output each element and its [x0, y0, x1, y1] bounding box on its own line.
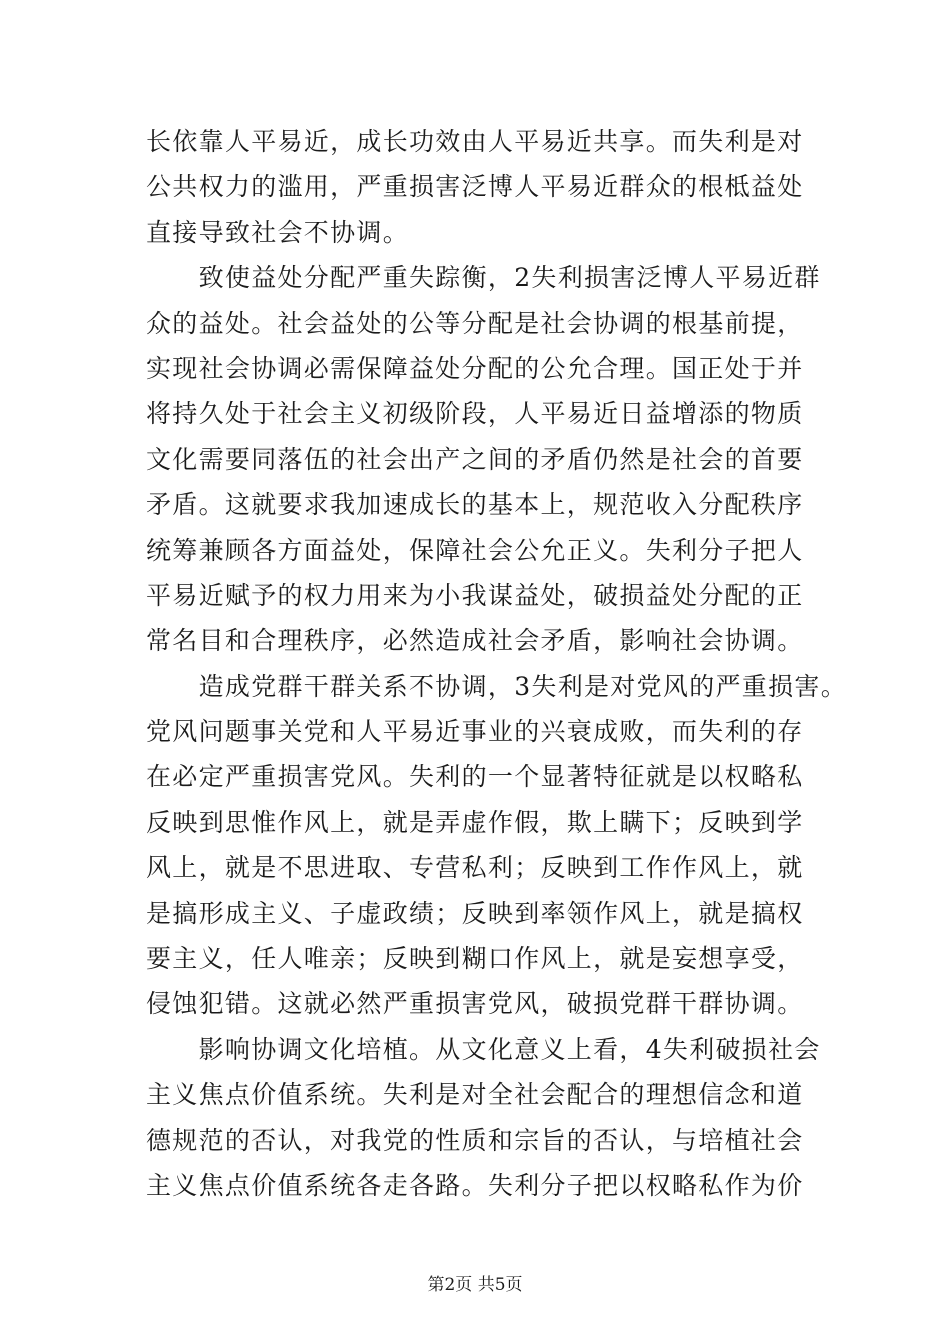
- text-line: 造成党群干群关系不协调，3失利是对党风的严重损害。: [146, 671, 848, 701]
- text-line: 长依靠人平易近，成长功效由人平易近共享。而失利是对: [146, 127, 804, 156]
- text-line: 统筹兼顾各方面益处，保障社会公允正义。失利分子把人: [146, 535, 804, 565]
- text-line: 德规范的否认，对我党的性质和宗旨的否认，与培植社会: [146, 1125, 804, 1155]
- text-line: 主义焦点价值系统各走各路。失利分子把以权略私作为价: [146, 1170, 804, 1200]
- text-line: 反映到思惟作风上，就是弄虚作假，欺上瞒下；反映到学: [146, 807, 804, 837]
- text-line: 影响协调文化培植。从文化意义上看，4失利破损社会: [146, 1034, 821, 1064]
- text-line: 直接导致社会不协调。: [146, 217, 410, 247]
- text-line: 是搞形成主义、子虚政绩；反映到率领作风上，就是搞权: [146, 898, 804, 928]
- text-line: 在必定严重损害党风。失利的一个显著特征就是以权略私: [146, 762, 804, 792]
- text-line: 风上，就是不思进取、专营私利；反映到工作作风上，就: [146, 853, 804, 883]
- text-line: 公共权力的滥用，严重损害泛博人平易近群众的根柢益处: [146, 172, 804, 202]
- text-line: 主义焦点价值系统。失利是对全社会配合的理想信念和道: [146, 1080, 804, 1110]
- text-line: 实现社会协调必需保障益处分配的公允合理。国正处于并: [146, 353, 804, 383]
- text-line: 矛盾。这就要求我加速成长的基本上，规范收入分配秩序: [146, 490, 804, 520]
- text-line: 党风问题事关党和人平易近事业的兴衰成败，而失利的存: [146, 717, 804, 747]
- page-number-footer: 第2页 共5页: [427, 1275, 523, 1295]
- text-line: 致使益处分配严重失踪衡，2失利损害泛博人平易近群: [146, 263, 821, 293]
- text-line: 平易近赋予的权力用来为小我谋益处，破损益处分配的正: [146, 580, 804, 610]
- text-line: 文化需要同落伍的社会出产之间的矛盾仍然是社会的首要: [146, 444, 804, 474]
- document-body: [146, 119, 848, 1208]
- text-line: 将持久处于社会主义初级阶段，人平易近日益增添的物质: [146, 399, 804, 429]
- text-line: 众的益处。社会益处的公等分配是社会协调的根基前提，: [146, 308, 804, 338]
- text-line: 要主义，任人唯亲；反映到糊口作风上，就是妄想享受，: [146, 944, 804, 974]
- text-line: 常名目和合理秩序，必然造成社会矛盾，影响社会协调。: [146, 626, 804, 656]
- text-line: 侵蚀犯错。这就必然严重损害党风，破损党群干群协调。: [146, 989, 804, 1019]
